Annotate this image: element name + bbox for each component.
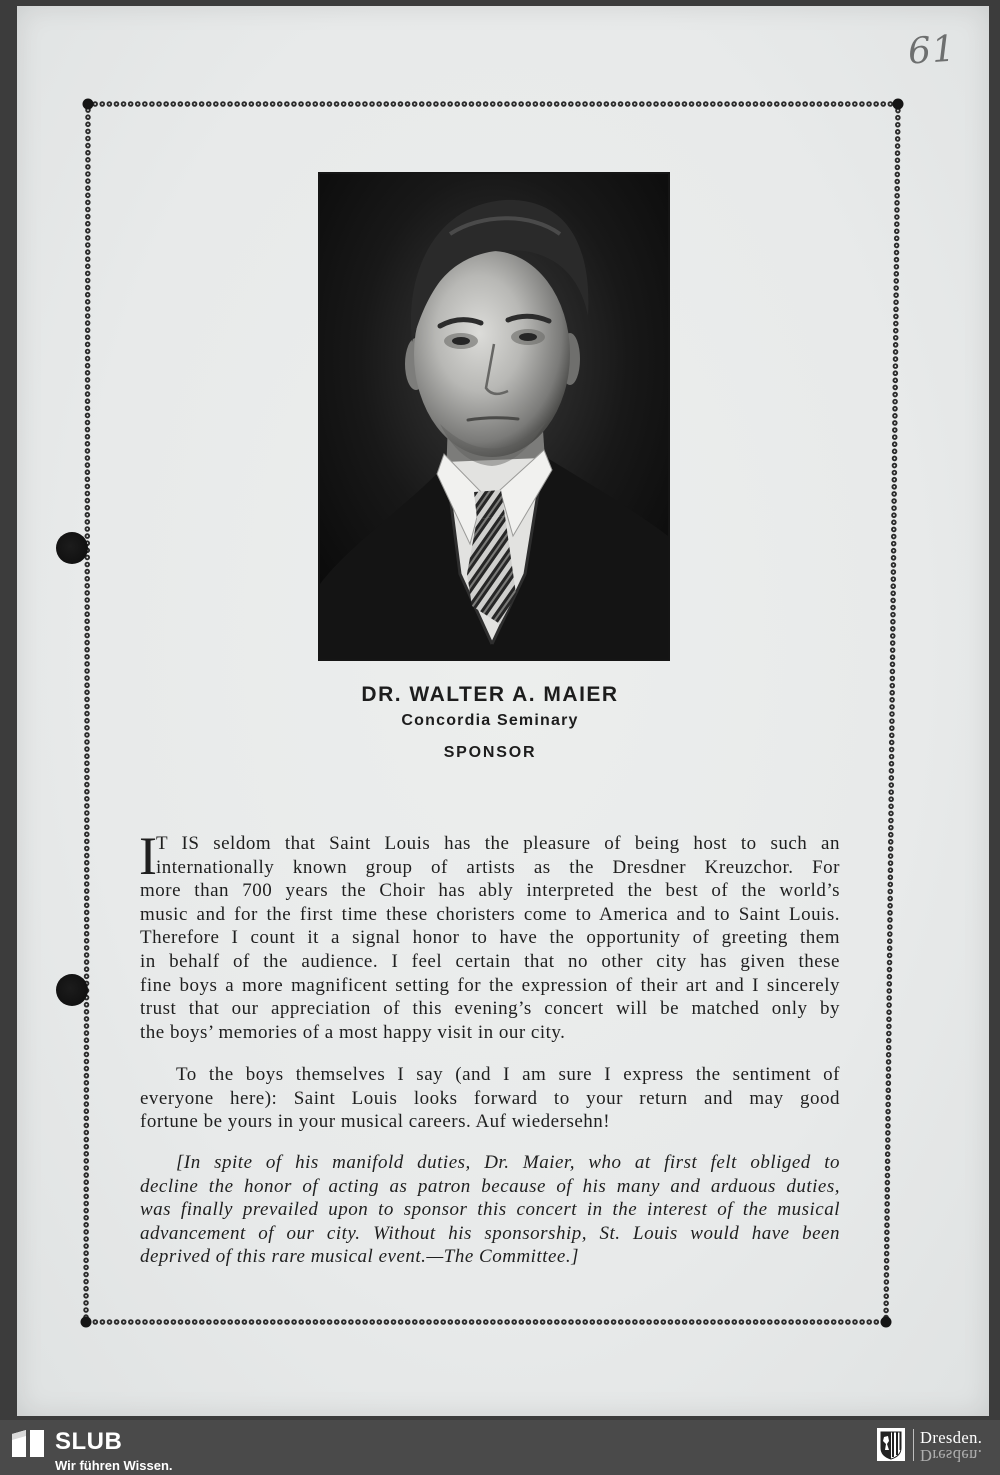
text-line: fine boys a more magnificent setting for the expression of their art and I sincerely bbox=[140, 974, 840, 996]
text-line: advancement of our city. Without his sponsorship, St. Louis would have been bbox=[140, 1222, 840, 1244]
dresden-wordmark: Dresden. bbox=[920, 1428, 983, 1447]
portrait-photo bbox=[318, 172, 670, 661]
text-line: everyone here): Saint Louis looks forward to your return and may good bbox=[140, 1087, 840, 1109]
dresden-wordmark-reflection: Dresden. bbox=[920, 1446, 983, 1465]
binder-hole bbox=[56, 532, 88, 564]
portrait-eye bbox=[452, 337, 470, 345]
border-corner-ornament bbox=[881, 1317, 892, 1328]
text-line: more than 700 years the Choir has ably interpreted the best of the world’s bbox=[140, 880, 840, 902]
sponsor-institution: Concordia Seminary bbox=[401, 712, 579, 729]
slub-logo-icon bbox=[12, 1430, 44, 1457]
drop-cap: I bbox=[139, 826, 157, 886]
handwritten-page-number: 61 bbox=[906, 28, 958, 73]
letter-paragraph-2 bbox=[140, 1063, 840, 1134]
slub-logo-link[interactable] bbox=[0, 1420, 190, 1475]
text-line: [In spite of his manifold duties, Dr. Maier, who at first felt obliged to bbox=[176, 1152, 840, 1173]
text-line: music and for the first time these choristers come to America and to Saint Louis. bbox=[140, 903, 840, 925]
portrait-eye bbox=[519, 333, 537, 341]
viewer-footer-bar bbox=[0, 1420, 1000, 1475]
text-line: decline the honor of acting as patron because of his many and arduous duties, bbox=[140, 1175, 840, 1197]
text-line: fortune be yours in your musical careers. Auf wiedersehn! bbox=[140, 1111, 611, 1133]
letter-paragraph-1 bbox=[140, 832, 840, 1044]
portrait-image bbox=[320, 174, 668, 659]
dresden-coat-of-arms-icon bbox=[877, 1428, 905, 1461]
sponsor-name: DR. WALTER A. MAIER bbox=[361, 683, 619, 706]
border-corner-ornament bbox=[81, 1317, 92, 1328]
text-line: was finally prevailed upon to sponsor this concert in the interest of the musical bbox=[140, 1199, 840, 1221]
text-line: in behalf of the audience. I feel certain that no other city has given these bbox=[140, 950, 840, 972]
dresden-logo-link[interactable] bbox=[872, 1420, 994, 1475]
portrait-tie-knot bbox=[474, 490, 505, 519]
text-line: trust that our appreciation of this evening’s concert will be matched only by bbox=[140, 998, 840, 1020]
logo-divider bbox=[913, 1429, 914, 1461]
sponsor-role: SPONSOR bbox=[443, 744, 537, 761]
text-line: the boys’ memories of a most happy visit in our city. bbox=[140, 1021, 566, 1043]
text-line: To the boys themselves I say (and I am sure I express the sentiment of bbox=[176, 1064, 840, 1085]
text-line: internationally known group of artists as the Dresdner Kreuzchor. For bbox=[156, 856, 840, 878]
slub-wordmark: SLUB bbox=[55, 1428, 123, 1455]
border-corner-ornament bbox=[83, 99, 94, 110]
text-line: T IS seldom that Saint Louis has the pleasure of being host to such an bbox=[156, 833, 840, 854]
text-line: deprived of this rare musical event.—The Committee.] bbox=[140, 1246, 580, 1268]
text-line: Therefore I count it a signal honor to have the opportunity of greeting them bbox=[140, 927, 840, 949]
committee-note bbox=[140, 1151, 840, 1269]
binder-hole bbox=[56, 974, 88, 1006]
border-corner-ornament bbox=[893, 99, 904, 110]
slub-tagline: Wir führen Wissen. bbox=[55, 1458, 173, 1473]
